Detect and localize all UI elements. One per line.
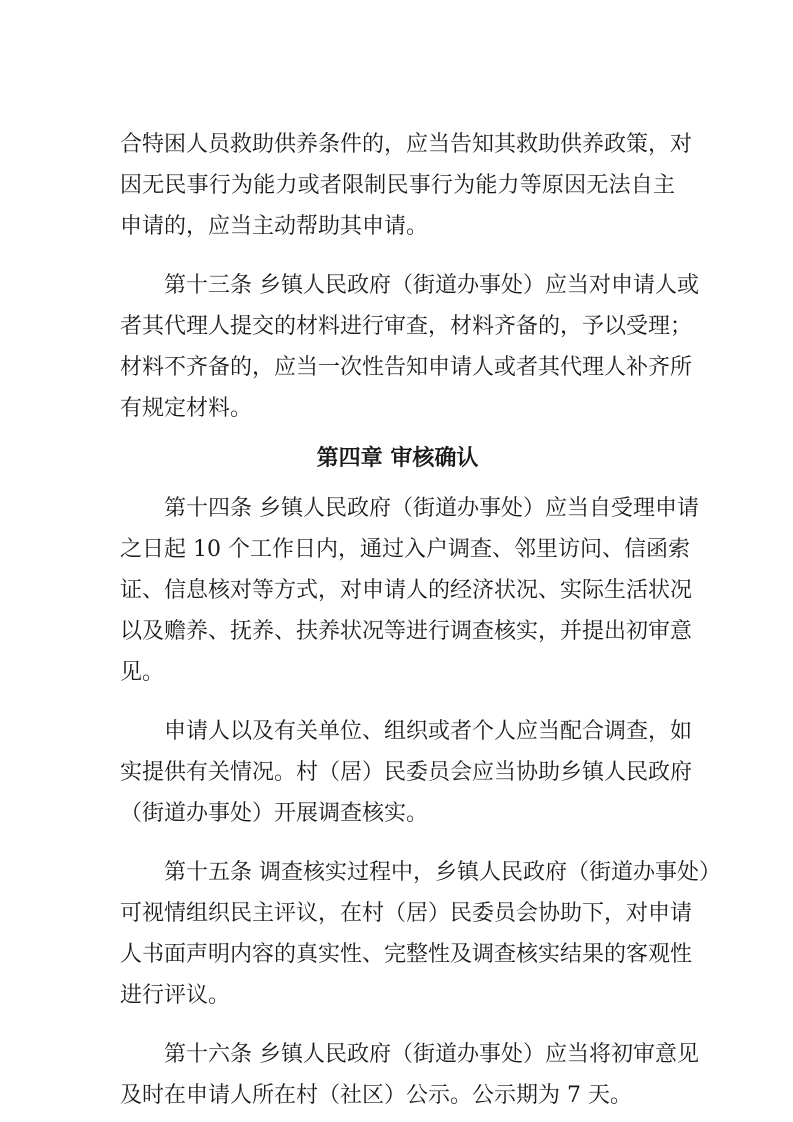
text-line: 证、信息核对等方式，对申请人的经济状况、实际生活状况 xyxy=(120,578,693,603)
text-line: 进行评议。 xyxy=(120,983,231,1008)
article-14-line: 第十四条 乡镇人民政府（街道办事处）应当自受理申请 xyxy=(164,496,699,521)
text-line: 及时在申请人所在村（社区）公示。公示期为 7 天。 xyxy=(120,1083,632,1108)
text-line: 申请人以及有关单位、组织或者个人应当配合调查，如 xyxy=(164,719,693,744)
text-line: 合特困人员救助供养条件的，应当告知其救助供养政策，对 xyxy=(120,132,693,157)
text-line: 见。 xyxy=(120,660,165,685)
text-line: 人书面声明内容的真实性、完整性及调查核实结果的客观性 xyxy=(120,942,693,967)
text-line: 申请的，应当主动帮助其申请。 xyxy=(120,214,429,239)
text-line: 因无民事行为能力或者限制民事行为能力等原因无法自主 xyxy=(120,173,675,198)
article-16-line: 第十六条 乡镇人民政府（街道办事处）应当将初审意见 xyxy=(164,1042,699,1067)
text-line: （街道办事处）开展调查核实。 xyxy=(120,801,429,826)
article-15-line: 第十五条 调查核实过程中，乡镇人民政府（街道办事处） xyxy=(164,860,721,885)
chapter-heading: 第四章 审核确认 xyxy=(316,446,479,471)
text-line: 可视情组织民主评议，在村（居）民委员会协助下，对申请 xyxy=(120,901,693,926)
text-line: 有规定材料。 xyxy=(120,396,253,421)
text-line: 者其代理人提交的材料进行审查，材料齐备的，予以受理； xyxy=(120,314,693,339)
text-line: 以及赡养、抚养、扶养状况等进行调查核实，并提出初审意 xyxy=(120,619,693,644)
text-line: 材料不齐备的，应当一次性告知申请人或者其代理人补齐所 xyxy=(120,355,693,380)
article-13-line: 第十三条 乡镇人民政府（街道办事处）应当对申请人或 xyxy=(164,273,699,298)
text-line: 之日起 10 个工作日内，通过入户调查、邻里访问、信函索 xyxy=(120,537,690,562)
text-line: 实提供有关情况。村（居）民委员会应当协助乡镇人民政府 xyxy=(120,760,693,785)
